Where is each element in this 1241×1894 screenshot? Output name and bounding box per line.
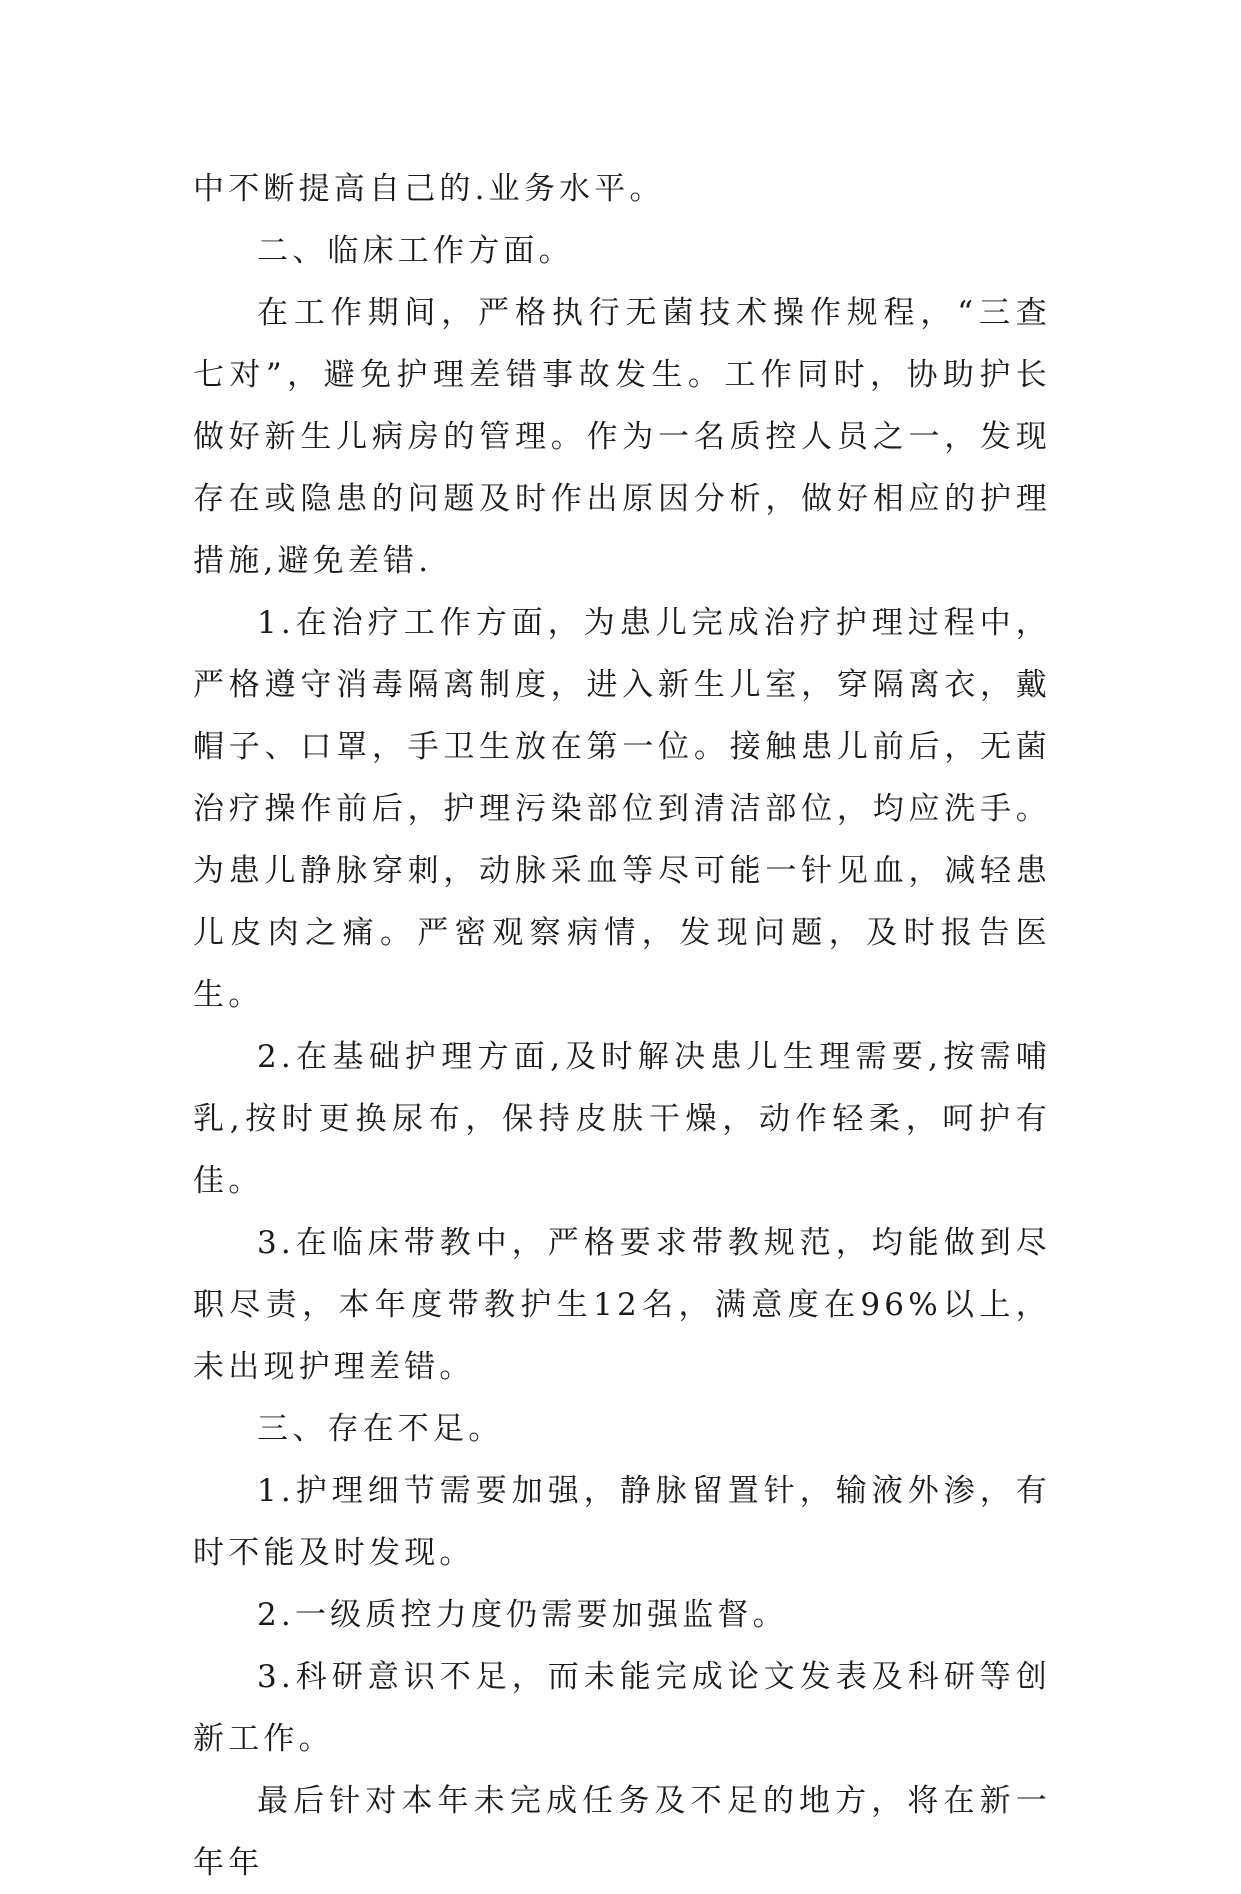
paragraph-treatment-work: 1.在治疗工作方面，为患儿完成治疗护理过程中，严格遵守消毒隔离制度，进入新生儿室，穿隔离衣，戴帽子、口罩，手卫生放在第一位。接触患儿前后，无菌治疗操作前后，护理污染部位到清洁部位，均应洗手。为患儿静脉穿刺，动脉采血等尽可能一针见血，减轻患儿皮肉之痛。严密观察病情，发现问题，及时报告医生。: [193, 605, 1051, 1013]
paragraph-shortcoming-2: 2.一级质控力度仍需要加强监督。: [257, 1597, 788, 1633]
paragraph-clinical-teaching: 3.在临床带教中，严格要求带教规范，均能做到尽职尽责，本年度带教护生12名，满意度在96%以上，未出现护理差错。: [193, 1225, 1051, 1385]
paragraph-work-period: 在工作期间，严格执行无菌技术操作规程，“三查七对”，避免护理差错事故发生。工作同时，协助护长做好新生儿病房的管理。作为一名质控人员之一，发现存在或隐患的问题及时作出原因分析，做好相应的护理措施,避免差错.: [193, 295, 1051, 579]
paragraph-shortcoming-3: 3.科研意识不足，而未能完成论文发表及科研等创新工作。: [193, 1659, 1051, 1757]
paragraph-closing: 最后针对本年未完成任务及不足的地方，将在新一年年: [193, 1783, 1051, 1881]
section-heading-shortcomings: 三、存在不足。: [257, 1411, 504, 1447]
paragraph-basic-nursing: 2.在基础护理方面,及时解决患儿生理需要,按需哺乳,按时更换尿布，保持皮肤干燥，动作轻柔，呵护有佳。: [193, 1039, 1051, 1199]
document-body: [193, 158, 1051, 1894]
paragraph-shortcoming-1: 1.护理细节需要加强，静脉留置针，输液外渗，有时不能及时发现。: [193, 1473, 1051, 1571]
section-heading-clinical-work: 二、临床工作方面。: [257, 233, 574, 269]
paragraph-continuation: 中不断提高自己的.业务水平。: [193, 171, 665, 207]
